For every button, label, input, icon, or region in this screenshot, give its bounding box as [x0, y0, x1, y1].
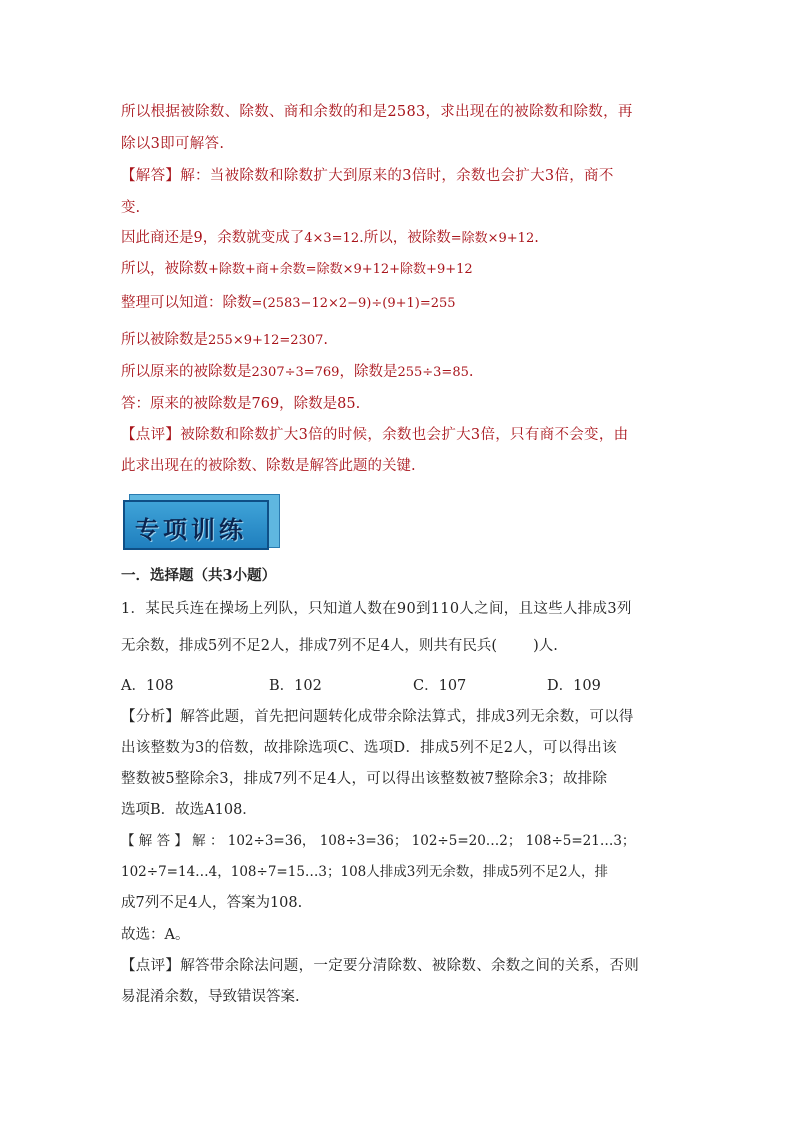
solution-line-7-math: 2307÷3=769 [251, 365, 340, 380]
analysis-tail-line-2: 除以3即可解答. [121, 136, 225, 152]
solution-line-5-text: 整理可以知道：除数 [121, 295, 252, 311]
comment-2-line-1-text: 解答带余除法问题，一定要分清除数、被除数、余数之间的关系，否则 [180, 958, 639, 974]
comment-2-line-1 [121, 956, 677, 976]
banner-front-box [123, 500, 269, 550]
solution-line-3-text2: .所以，被除数 [359, 230, 451, 246]
solution-line-7-text2: ，除数是 [339, 364, 398, 380]
solution-1-line-3: 成7列不足4人，答案为108. [121, 895, 303, 911]
solution-line-5-math: =(2583−12×2−9)÷(9+1)=255 [251, 296, 456, 311]
analysis-1-line-3: 整数被5整除余3，排成7列不足4人，可以得出该整数被7整除余3；故排除 [121, 771, 608, 787]
solution-line-4-text: 所以，被除数 [121, 261, 208, 277]
comment-1-line-1 [121, 425, 677, 445]
solution-line-3-end: . [534, 230, 539, 246]
section-banner [123, 494, 278, 552]
option-a: A．108 [121, 678, 174, 694]
question-1-line-2b: )人. [533, 638, 558, 654]
solution-line-7-math2: 255÷3=85 [397, 365, 469, 380]
comment-1-tag: 【点评】 [121, 427, 181, 443]
solution-line-6-text: 所以被除数是 [121, 332, 208, 348]
solution-line-4 [121, 259, 677, 280]
question-1-line-1: 1．某民兵连在操场上列队，只知道人数在90到110人之间，且这些人排成3列 [121, 601, 632, 617]
banner-title: 专项训练 [135, 516, 247, 544]
solution-1-line-2: 102÷7=14…4，108÷7=15…3；108人排成3列无余数，排成5列不足2人，排 [121, 864, 609, 880]
solution-line-7 [121, 362, 677, 383]
analysis-1-line-1-text: 解答此题，首先把问题转化成带余除法算式，排成3列无余数，可以得 [180, 709, 634, 725]
comment-2-line-2: 易混淆余数，导致错误答案. [121, 989, 300, 1005]
solution-line-5 [121, 293, 677, 314]
solution-line-6-end: . [323, 332, 328, 348]
solution-line-6 [121, 330, 677, 351]
solution-line-7-end: . [468, 364, 474, 380]
analysis-1-line-2: 出该整数为3的倍数，故排除选项C、选项D．排成5列不足2人，可以得出该 [121, 740, 617, 756]
solution-tag: 【解答】 [121, 168, 181, 184]
solution-line-3 [121, 228, 677, 249]
solution-1-line-4: 故选：A。 [121, 927, 190, 943]
section-heading: 一．选择题（共3小题） [121, 567, 277, 584]
solution-line-3-math: 4×3=12 [304, 231, 360, 246]
option-d: D．109 [547, 678, 601, 694]
solution-line-7-text: 所以原来的被除数是 [121, 364, 252, 380]
solution-line-4-math: +除数+商+余数=除数×9+12+除数+9+12 [208, 262, 473, 277]
comment-1-line-1-text: 被除数和除数扩大3倍的时候，余数也会扩大3倍，只有商不会变，由 [180, 427, 629, 443]
solution-line-6-math: 255×9+12=2307 [208, 333, 324, 348]
analysis-1-line-1 [121, 707, 677, 727]
solution-1-line-1: 【 解 答 】 解 ： 102÷3=36， 108÷3=36； 102÷5=20…2； 108÷5=21…3； [121, 833, 636, 849]
analysis-1-tag: 【分析】 [121, 709, 181, 725]
solution-line-1-text: 解：当被除数和除数扩大到原来的3倍时，余数也会扩大3倍，商不 [180, 168, 614, 184]
option-b: B．102 [269, 678, 322, 694]
question-1-line-2a: 无余数，排成5列不足2人，排成7列不足4人，则共有民兵( [121, 638, 498, 654]
solution-answer: 答：原来的被除数是769，除数是85. [121, 396, 361, 412]
solution-line-1 [121, 166, 677, 186]
solution-line-3-math2: =除数×9+12 [450, 231, 535, 246]
solution-line-2: 变. [121, 200, 141, 216]
question-1-line-2 [121, 636, 677, 656]
option-c: C．107 [413, 678, 467, 694]
solution-line-3-text: 因此商还是9，余数就变成了 [121, 230, 305, 246]
comment-1-line-2: 此求出现在的被除数、除数是解答此题的关键. [121, 458, 416, 474]
analysis-1-line-4: 选项B．故选A108． [121, 802, 257, 818]
comment-2-tag: 【点评】 [121, 958, 181, 974]
analysis-tail-line-1: 所以根据被除数、除数、商和余数的和是2583，求出现在的被除数和除数，再 [121, 104, 633, 120]
